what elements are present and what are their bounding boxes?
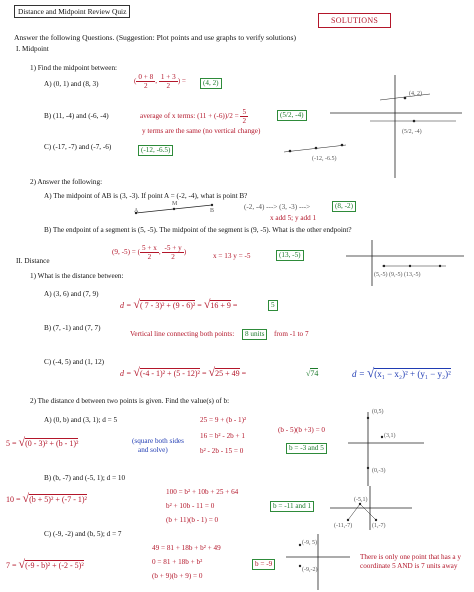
q2b-solve: x = 13 y = -5 (213, 252, 251, 260)
d-q2-prompt: 2) The distance d between two points is given. Find the value(s) of b: (30, 397, 230, 405)
d-q2b-eq: 10 = √(b + 5)² + (-7 - 1)² (6, 491, 87, 505)
q1b-answer: (5/2, -4) (277, 110, 307, 121)
d-q1c-answer: √74 (306, 369, 319, 378)
q1b-note: y terms are the same (no vertical change) (142, 127, 261, 135)
d-q2b-text: B) (b, -7) and (-5, 1); d = 10 (44, 474, 126, 482)
graph1-label-5-2: (5/2, -4) (402, 129, 422, 135)
label-m: M (172, 201, 178, 207)
d-q1a-work: d = √( 7 - 3)² + (9 - 6)² = √16 + 9 = (120, 297, 238, 311)
graph-q2c-l2: (-9,-2) (302, 567, 318, 573)
graph-q2b-l1: (-5,1) (354, 497, 368, 503)
d-q2c-note: There is only one point that has a y coordinate 5 AND is 7 units away (360, 553, 462, 570)
q1a-text: A) (0, 1) and (8, 3) (44, 80, 99, 88)
d-q2a-w4: (b - 5)(b +3) = 0 (278, 426, 326, 434)
label-b: B (210, 208, 215, 214)
q1b-text: B) (11, -4) and (-6, -4) (44, 112, 109, 120)
q1c-text: C) (-17, -7) and (-7, -6) (44, 143, 112, 151)
d-q1b-note: Vertical line connecting both points: (130, 330, 235, 338)
d-q1b-text: B) (7, -1) and (7, 7) (44, 324, 101, 332)
graph-q2c-l1: (-9, 5) (302, 540, 317, 546)
d-q1b-answer: 8 units (242, 329, 267, 340)
quiz-title: Distance and Midpoint Review Quiz (14, 5, 130, 18)
d-q2c-w2: 0 = 81 + 18b + b² (152, 558, 203, 566)
graph-q2b-l3: (1,-7) (372, 523, 386, 529)
d-q1a-text: A) (3, 6) and (7, 9) (44, 290, 99, 298)
d-q2b-answer: b = -11 and 1 (270, 501, 314, 512)
d-q2a-w2: 16 = b² - 2b + 1 (200, 432, 245, 440)
q2b-answer: (13, -5) (276, 250, 304, 261)
q1a-answer: (4, 2) (200, 78, 222, 89)
q2b-work: (9, -5) = ( $\frac{5 + x}{2}$ , $\frac{-5 + y}{2}$ ) (112, 244, 187, 261)
q2a-answer: (8, -2) (332, 201, 356, 212)
d-q1c-text: C) (-4, 5) and (1, 12) (44, 358, 105, 366)
d-q2b-w3: (b + 11)(b - 1) = 0 (166, 516, 219, 524)
q2a-text: A) The midpoint of AB is (3, -3). If point A = (-2, -4), what is point B? (44, 192, 248, 200)
q2b-text: B) The endpoint of a segment is (5, -5). The midpoint of the segment is (9, -5). What is the other endpoint? (44, 226, 352, 234)
d-q2c-text: C) (-9, -2) and (b, 5); d = 7 (44, 530, 122, 538)
d-q2a-w1: 25 = 9 + (b - 1)² (200, 416, 247, 424)
graph-q2a-l3: (0,-3) (372, 468, 386, 474)
d-q2a-w3: b² - 2b - 15 = 0 (200, 447, 244, 455)
q2-prompt: 2) Answer the following: (30, 178, 103, 186)
d-q2b-w2: b² + 10b - 11 = 0 (166, 502, 215, 510)
d-q1-prompt: 1) What is the distance between: (30, 272, 124, 280)
q2a-note: x add 5; y add 1 (270, 214, 317, 222)
graph1-label-12: (-12, -6.5) (312, 156, 337, 162)
graph1-label-4-2: (4, 2) (409, 91, 422, 97)
d-q2c-answer: b = -9 (252, 559, 275, 570)
graph-q2a-l2: (3,1) (384, 433, 396, 439)
instructions: Answer the following Questions. (Suggestion: Plot points and use graphs to verify solutions) (14, 33, 297, 42)
d-q1b-tail: from -1 to 7 (274, 330, 309, 338)
d-q1a-answer: 5 (268, 300, 278, 311)
d-q2a-text: A) (0, b) and (3, 1); d = 5 (44, 416, 118, 424)
graph2-labels: (5,-5) (9,-5) (13,-5) (374, 272, 421, 278)
d-q2b-w1: 100 = b² + 10b + 25 + 64 (166, 488, 239, 496)
d-q2a-note2: and solve) (138, 446, 168, 454)
q2a-work: (-2, -4) ---> (3, -3) ---> (244, 203, 311, 211)
d-q2c-w1: 49 = 81 + 18b + b² + 49 (152, 544, 221, 552)
q1b-work: average of x terms: (11 + (-6))/2 = $\frac{5}{2}$ (140, 108, 247, 125)
d-q2a-note1: (square both sides (132, 437, 184, 445)
graph-q2b-l2: (-11,-7) (334, 523, 353, 529)
graph-q2a-l1: (0,5) (372, 409, 384, 415)
section-midpoint-title: I. Midpoint (16, 45, 49, 53)
q1-prompt: 1) Find the midpoint between: (30, 64, 118, 72)
q1c-answer: (-12, -6.5) (138, 145, 173, 156)
distance-formula: d = √(x₁ − x₂)² + (y₁ − y₂)² (352, 365, 451, 380)
d-q2c-eq: 7 = √(-9 - b)² + (-2 - 5)² (6, 557, 84, 571)
d-q1c-work: d = √(-4 - 1)² + (5 - 12)² = √25 + 49 = (120, 365, 247, 379)
solutions-badge: SOLUTIONS (318, 13, 391, 28)
section-distance-title: II. Distance (16, 257, 50, 265)
q1a-work: ( $\frac{0 + 8}{2}$ , $\frac{1 + 3}{2}$ ) = (134, 73, 186, 90)
d-q2a-answer: b = -3 and 5 (286, 443, 327, 454)
label-a: A (134, 208, 139, 214)
d-q2a-eq: 5 = √(0 - 3)² + (b - 1)² (6, 435, 79, 449)
d-q2c-w3: (b + 9)(b + 9) = 0 (152, 572, 203, 580)
